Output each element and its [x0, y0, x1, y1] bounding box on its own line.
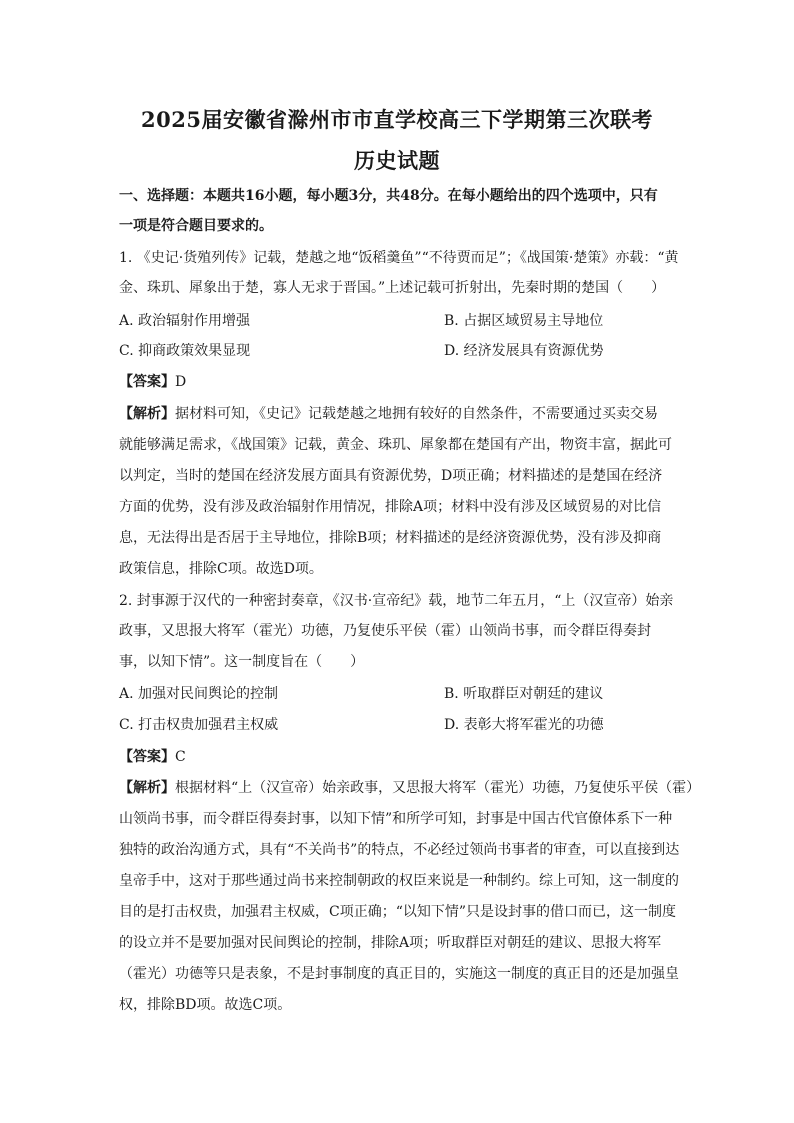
q2-analysis-line-4: 皇帝手中，这对于那些通过尚书来控制朝政的权臣来说是一种制约。综上可知，这一制度的 — [119, 873, 679, 889]
q1-analysis-line-3: 以判定，当时的楚国在经济发展方面具有资源优势，D项正确；材料描述的是楚国在经济 — [119, 468, 663, 484]
q2-analysis-line-5: 目的是打击权贵，加强君主权威，C项正确；“以知下情”只是设封事的借口而已，这一制度 — [119, 904, 677, 920]
q2-analysis-line-1: 【解析】根据材料“上（汉宣帝）始亲政事，又思报大将军（霍光）功德，乃复使乐平侯（霍） — [119, 780, 701, 796]
q2-analysis-label: 【解析】 — [119, 780, 175, 796]
q1-analysis-line-1: 【解析】据材料可知，《史记》记载楚越之地拥有较好的自然条件，不需要通过买卖交易 — [119, 406, 658, 422]
q2-analysis-line-6: 的设立并不是要加强对民间舆论的控制，排除A项；听取群臣对朝廷的建议、思报大将军 — [119, 935, 662, 951]
q1-analysis-line-2: 就能够满足需求，《战国策》记载，黄金、珠玑、犀象都在楚国有产出，物资丰富，据此可 — [119, 437, 672, 453]
q1-option-c: C. 抑商政策效果显现 — [119, 343, 251, 359]
q2-option-c: C. 打击权贵加强君主权威 — [119, 717, 279, 733]
q1-stem-line-2: 金、珠玑、犀象出于楚，寡人无求于晋国。”上述记载可折射出，先秦时期的楚国（ ） — [119, 280, 666, 296]
q2-answer-value: C — [175, 749, 186, 765]
q1-stem-line-1: 1. 《史记·货殖列传》记载，楚越之地“饭稻羹鱼”“不待贾而足”；《战国策·楚策》亦载：“黄 — [119, 250, 679, 266]
q1-option-b: B. 占据区域贸易主导地位 — [444, 313, 604, 329]
q2-option-b: B. 听取群臣对朝廷的建议 — [444, 686, 604, 702]
q2-stem-line-3: 事，以知下情”。这一制度旨在（ ） — [119, 654, 365, 670]
q1-option-d: D. 经济发展具有资源优势 — [444, 343, 604, 359]
section-instruction-line-2: 一项是符合题目要求的。 — [119, 218, 273, 234]
q1-analysis-label: 【解析】 — [119, 406, 175, 422]
q2-answer — [119, 747, 679, 767]
q1-analysis-line-5: 息，无法得出是否居于主导地位，排除B项；材料描述的是经济资源优势，没有涉及抑商 — [119, 530, 662, 546]
q2-analysis-line-3: 独特的政治沟通方式，具有“不关尚书”的特点，不必经过领尚书事者的审查，可以直接到达 — [119, 842, 680, 858]
q1-analysis-line-6: 政策信息，排除C项。故选D项。 — [119, 561, 323, 577]
q1-answer-value: D — [175, 374, 187, 390]
q2-option-a: A. 加强对民间舆论的控制 — [119, 686, 279, 702]
q1-answer — [119, 372, 679, 392]
q1-option-a: A. 政治辐射作用增强 — [119, 313, 251, 329]
q2-stem-line-2: 政事，又思报大将军（霍光）功德，乃复使乐平侯（霍）山领尚书事，而令群臣得奏封 — [119, 623, 651, 639]
q2-stem-line-1: 2. 封事源于汉代的一种密封奏章，《汉书·宣帝纪》载，地节二年五月，“上（汉宣帝）始亲 — [119, 593, 674, 609]
q2-analysis-line-2: 山领尚书事，而令群臣得奏封事，以知下情”和所学可知，封事是中国古代官僚体系下一种 — [119, 811, 673, 827]
q2-analysis-line-7: （霍光）功德等只是表象，不是封事制度的真正目的，实施这一制度的真正目的还是加强皇 — [119, 966, 679, 982]
q2-option-d: D. 表彰大将军霍光的功德 — [444, 717, 604, 733]
q2-answer-label: 【答案】 — [119, 749, 175, 765]
exam-title: 2025届安徽省滁州市市直学校高三下学期第三次联考 — [141, 107, 653, 132]
section-instruction-line-1: 一、选择题：本题共16小题，每小题3分，共48分。在每小题给出的四个选项中，只有 — [119, 188, 658, 204]
exam-subtitle: 历史试题 — [354, 148, 440, 173]
q2-analysis-line-8: 权，排除BD项。故选C项。 — [119, 997, 292, 1013]
q1-analysis-line-4: 方面的优势，没有涉及政治辐射作用情况，排除A项；材料中没有涉及区域贸易的对比信 — [119, 499, 662, 515]
q1-answer-label: 【答案】 — [119, 374, 175, 390]
